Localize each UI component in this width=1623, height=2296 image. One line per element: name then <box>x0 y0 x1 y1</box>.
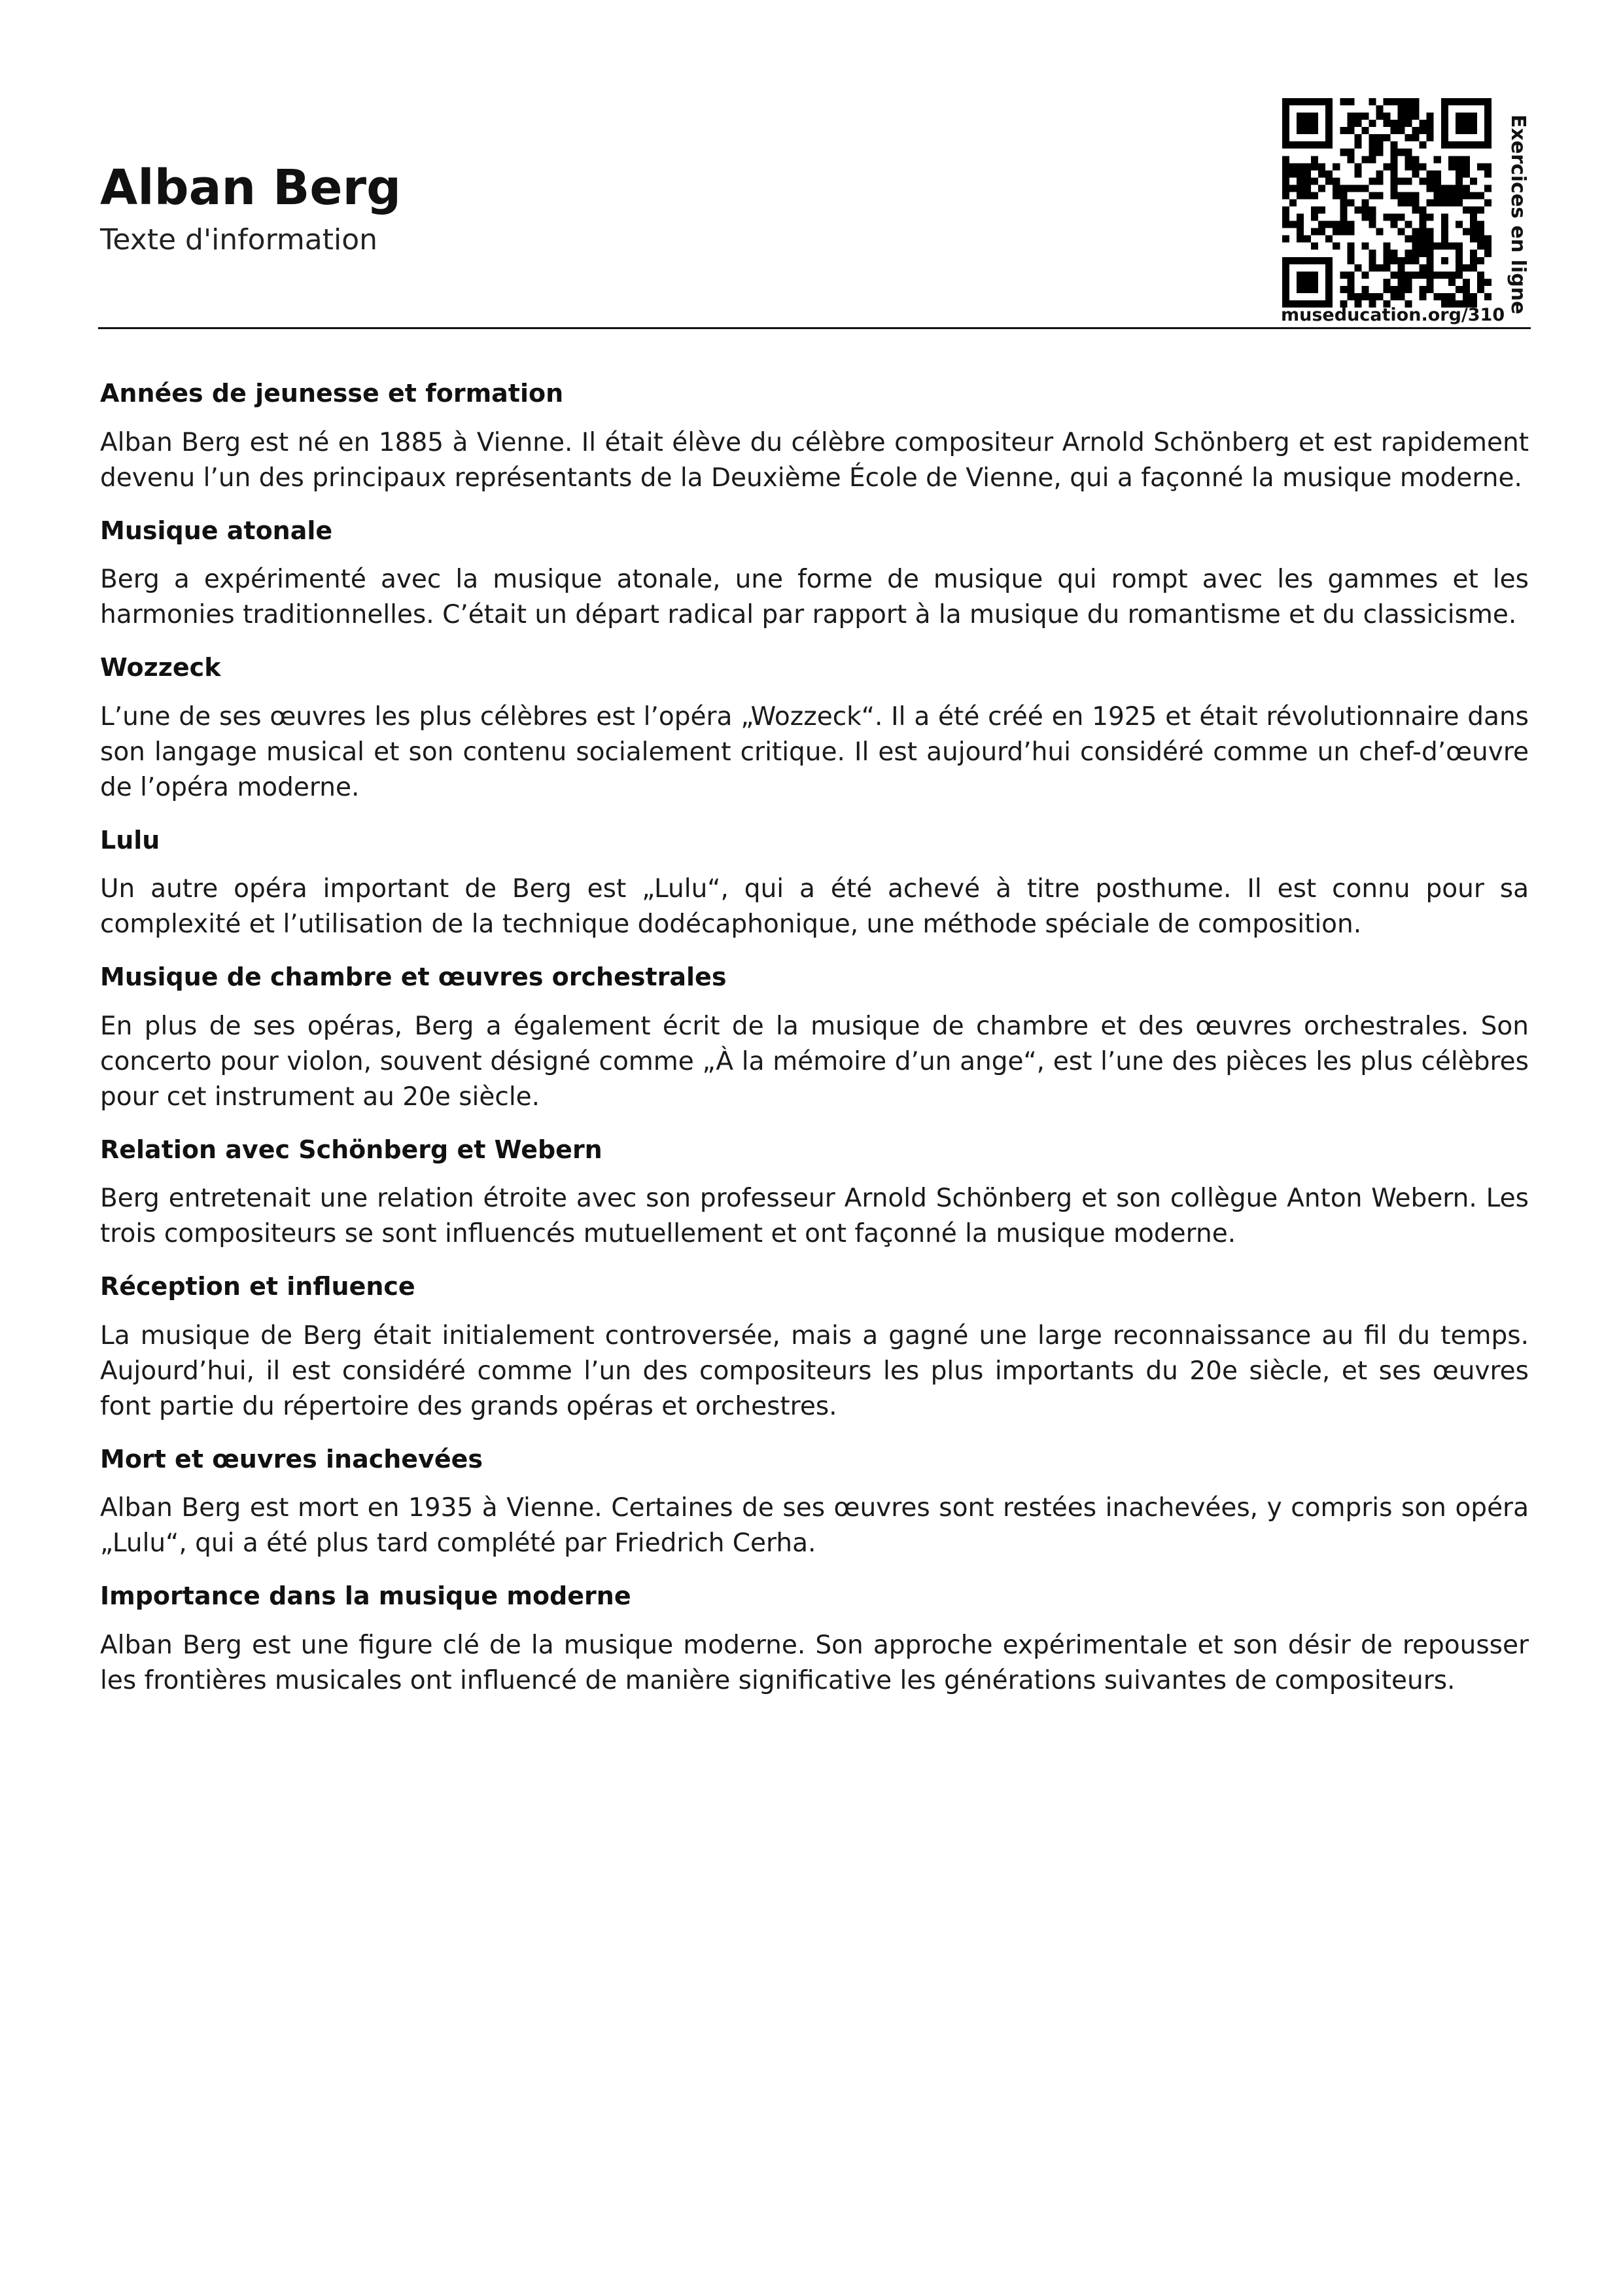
section-atonal-music <box>100 516 1529 633</box>
section-paragraph: L’une de ses œuvres les plus célèbres est l’opéra „Wozzeck“. Il a été créé en 1925 et était révolutionnaire dans son langage musical et son contenu socialement critique. Il est aujourd’hui considéré comme un chef-d’œuvre de l’opéra moderne. <box>100 701 1529 802</box>
page-header <box>98 85 1531 330</box>
section-heading: Réception et influence <box>100 1272 415 1301</box>
qr-code-icon[interactable] <box>1282 98 1492 308</box>
section-chamber-orchestral <box>100 962 1529 1115</box>
page-subtitle: Texte d'information <box>100 223 378 256</box>
section-paragraph: Un autre opéra important de Berg est „Lulu“, qui a été achevé à titre posthume. Il est connu pour sa complexité et l’utilisation de la technique dodécaphonique, une méthode spéciale de composition. <box>100 874 1529 939</box>
section-reception <box>100 1271 1529 1424</box>
qr-url-link[interactable]: museducation.org/310 <box>1281 305 1505 325</box>
header-divider <box>98 327 1531 329</box>
section-paragraph: Alban Berg est né en 1885 à Vienne. Il était élève du célèbre compositeur Arnold Schönberg et est rapidement devenu l’un des principaux représentants de la Deuxième École de Vienne, qui a façonné la musique moderne. <box>100 427 1529 493</box>
section-youth <box>100 378 1529 496</box>
section-schoenberg-webern <box>100 1135 1529 1252</box>
online-exercises-label: Exercices en ligne <box>1507 115 1529 315</box>
section-heading: Lulu <box>100 825 160 855</box>
section-paragraph: Berg a expérimenté avec la musique atonale, une forme de musique qui rompt avec les gammes et les harmonies traditionnelles. C’était un départ radical par rapport à la musique du romantisme et du classicisme. <box>100 565 1529 629</box>
document-body <box>100 378 1529 1718</box>
section-paragraph: Berg entretenait une relation étroite avec son professeur Arnold Schönberg et son collègue Anton Webern. Les trois compositeurs se sont influencés mutuellement et ont façonné la musique moderne. <box>100 1184 1529 1248</box>
section-heading: Années de jeunesse et formation <box>100 379 564 408</box>
section-heading: Relation avec Schönberg et Webern <box>100 1135 602 1164</box>
section-death-unfinished <box>100 1444 1529 1562</box>
section-heading: Mort et œuvres inachevées <box>100 1444 483 1474</box>
section-heading: Wozzeck <box>100 653 221 682</box>
section-heading: Musique de chambre et œuvres orchestrales <box>100 963 727 991</box>
page-title: Alban Berg <box>100 160 402 216</box>
section-lulu <box>100 825 1529 943</box>
section-heading: Importance dans la musique moderne <box>100 1581 631 1610</box>
section-paragraph: Alban Berg est une figure clé de la musique moderne. Son approche expérimentale et son désir de repousser les frontières musicales ont influencé de manière significative les générations suivantes de compositeurs. <box>100 1630 1529 1695</box>
section-heading: Musique atonale <box>100 516 333 545</box>
section-importance <box>100 1581 1529 1699</box>
section-wozzeck <box>100 652 1529 805</box>
section-paragraph: Alban Berg est mort en 1935 à Vienne. Certaines de ses œuvres sont restées inachevées, y compris son opéra „Lulu“, qui a été plus tard complété par Friedrich Cerha. <box>100 1493 1529 1558</box>
section-paragraph: En plus de ses opéras, Berg a également écrit de la musique de chambre et des œuvres orchestrales. Son concerto pour violon, souvent désigné comme „À la mémoire d’un ange“, est l’une des pièces les plus célèbres pour cet instrument au 20e siècle. <box>100 1011 1529 1112</box>
section-paragraph: La musique de Berg était initialement controversée, mais a gagné une large reconnaissance au fil du temps. Aujourd’hui, il est considéré comme l’un des compositeurs les plus importants du 20e siècle, et ses œuvres font partie du répertoire des grands opéras et orchestres. <box>100 1320 1529 1421</box>
